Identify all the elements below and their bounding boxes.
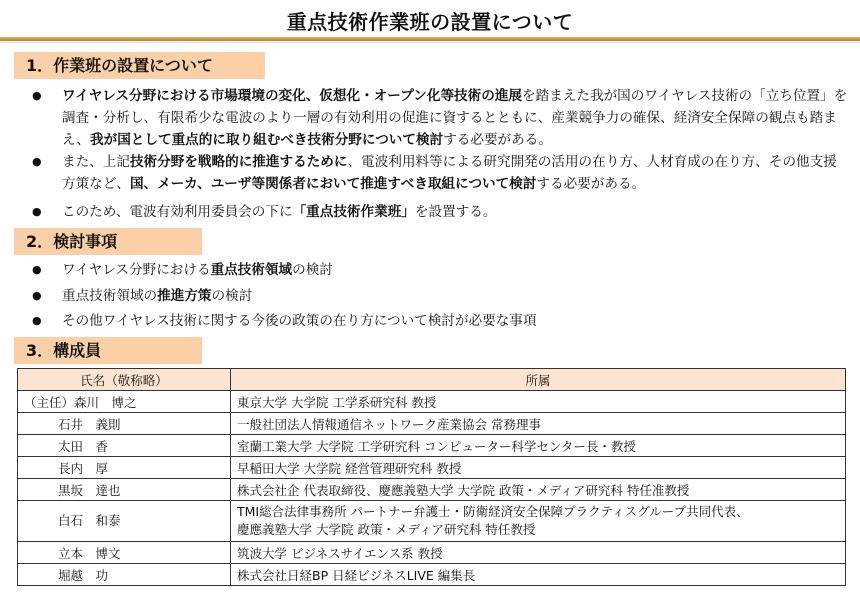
section-heading-members: 3．構成員 — [14, 337, 202, 364]
emphasis-text: 「重点技術作業班」 — [292, 204, 415, 220]
member-affiliation — [231, 564, 846, 586]
member-affiliation — [231, 542, 846, 564]
emphasis-text: ワイヤレス分野における市場環境の変化、仮想化・オープン化等技術の進展 — [62, 88, 523, 104]
column-header-affiliation: 所属 — [231, 369, 846, 391]
bullet-icon: ● — [32, 289, 42, 302]
bullet-icon: ● — [32, 314, 42, 327]
member-affiliation — [231, 457, 846, 479]
affiliation-line: 筑波大学 ビジネスサイエンス系 教授 — [237, 545, 443, 561]
text-segment: の検討 — [211, 288, 253, 304]
bullet-text — [62, 201, 850, 223]
section-heading-setup: 1．作業班の設置について — [14, 52, 265, 79]
bullet-icon: ● — [32, 89, 42, 102]
section-heading-topics: 2．検討事項 — [14, 228, 202, 255]
affiliation-line: TMI総合法律事務所 パートナー弁護士・防衛経済安全保障プラクティスグループ共同代表、 — [237, 504, 749, 519]
member-name: 石井 義則 — [18, 413, 231, 435]
table-row — [18, 542, 846, 564]
table-row — [18, 501, 846, 542]
text-segment: を踏まえた我が国のワイヤレス技術の「立ち位置」を調査・分析し、有限希少な電波のより一層の有効利用の促進に資するとともに、産業競争力の確保、経済安全保障の観点も踏まえ、 — [62, 88, 848, 148]
text-segment: また、上記 — [62, 154, 130, 170]
table-row — [18, 564, 846, 586]
table-row — [18, 457, 846, 479]
member-affiliation — [231, 391, 846, 413]
emphasis-text: 技術分野を戦略的に推進するために — [129, 154, 348, 170]
text-segment: その他ワイヤレス技術に関する今後の政策の在り方について検討が必要な事項 — [62, 313, 537, 329]
column-header-name: 氏名（敬称略） — [18, 369, 231, 391]
table-row — [18, 479, 846, 501]
title-divider — [0, 37, 860, 41]
member-name: 立本 博文 — [18, 542, 231, 564]
title-divider-shadow — [0, 42, 860, 43]
bullet-icon: ● — [32, 205, 42, 218]
text-segment: ワイヤレス分野における — [62, 262, 211, 278]
member-name: 黒坂 達也 — [18, 479, 231, 501]
member-affiliation — [231, 435, 846, 457]
member-name: 堀越 功 — [18, 564, 231, 586]
bullet-item — [32, 310, 850, 332]
member-name: 長内 厚 — [18, 457, 231, 479]
bullet-item — [32, 259, 850, 281]
text-segment: 、電波利用料等による研究開発の活用の在り方、人材育成の在り方、その他支援方策など、 — [62, 154, 837, 192]
text-segment: を設置する。 — [414, 204, 497, 220]
bullet-text — [62, 85, 850, 151]
table-row — [18, 435, 846, 457]
affiliation-line: 株式会社日経BP 日経ビジネスLIVE 編集長 — [237, 567, 476, 583]
text-segment: このため、電波有効利用委員会の下に — [62, 204, 293, 220]
emphasis-text: 推進方策 — [157, 288, 212, 304]
member-name: 白石 和泰 — [18, 501, 231, 542]
affiliation-line: 早稲田大学 大学院 経営管理研究科 教授 — [237, 460, 462, 476]
affiliation-line: 慶應義塾大学 大学院 政策・メディア研究科 特任教授 — [237, 522, 536, 537]
table-row — [18, 413, 846, 435]
text-segment: する必要がある。 — [536, 176, 646, 192]
bullet-item — [32, 285, 850, 307]
text-segment: する必要がある。 — [443, 132, 552, 148]
bullet-item — [32, 85, 850, 151]
emphasis-text: 我が国として重点的に取り組むべき技術分野について検討 — [90, 132, 444, 148]
affiliation-line: 株式会社企 代表取締役、慶應義塾大学 大学院 政策・メディア研究科 特任准教授 — [237, 482, 690, 498]
bullet-text — [62, 285, 850, 307]
bullet-icon: ● — [32, 263, 42, 276]
emphasis-text: 重点技術領域 — [210, 262, 293, 278]
member-affiliation — [231, 413, 846, 435]
table-row — [18, 391, 846, 413]
page-title: 重点技術作業班の設置について — [286, 10, 574, 34]
member-name: （主任）森川 博之 — [18, 391, 231, 413]
bullet-text — [62, 259, 850, 281]
member-name: 太田 香 — [18, 435, 231, 457]
bullet-icon: ● — [32, 155, 42, 168]
bullet-text — [62, 151, 850, 195]
emphasis-text: 国、メーカ、ユーザ等関係者において推進すべき取組について検討 — [129, 176, 537, 192]
table-header-row — [18, 369, 846, 391]
members-table — [17, 368, 846, 586]
bullet-item — [32, 151, 850, 195]
member-affiliation — [231, 479, 846, 501]
affiliation-line: 室蘭工業大学 大学院 工学研究科 コンピューター科学センター長・教授 — [237, 438, 636, 454]
member-affiliation — [231, 501, 846, 542]
bullet-item — [32, 201, 850, 223]
affiliation-line: 一般社団法人情報通信ネットワーク産業協会 常務理事 — [237, 416, 541, 432]
text-segment: 重点技術領域の — [62, 288, 158, 304]
bullet-text — [62, 310, 850, 332]
affiliation-line: 東京大学 大学院 工学系研究科 教授 — [237, 394, 437, 410]
text-segment: の検討 — [292, 262, 333, 278]
